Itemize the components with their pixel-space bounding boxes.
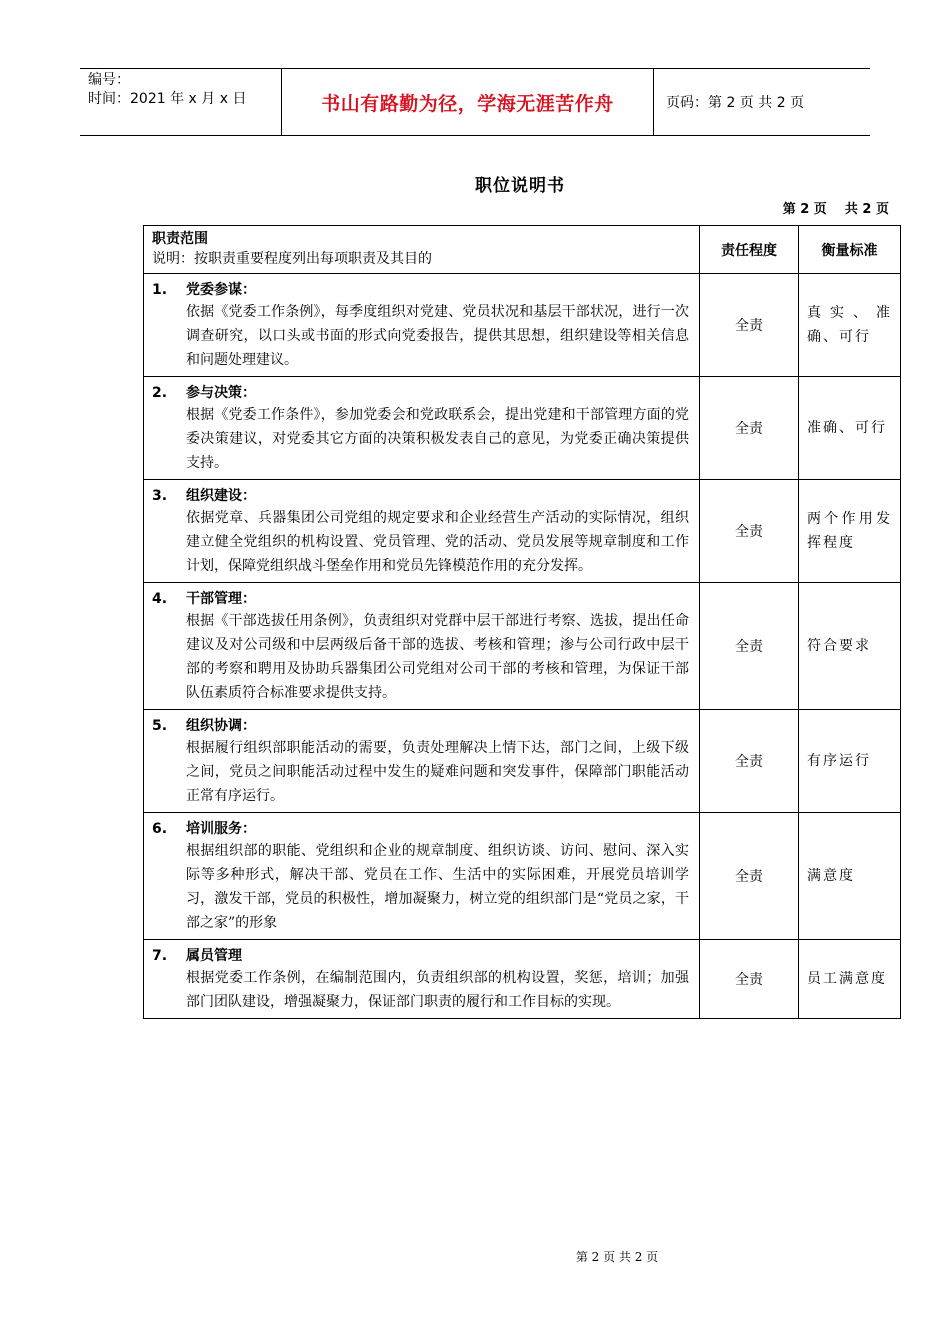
measure-cell: 准确、可行 xyxy=(799,377,901,480)
responsibility-cell: 全责 xyxy=(700,377,799,480)
page-indicator: 第 2 页 共 2 页 xyxy=(782,202,889,217)
duty-heading xyxy=(152,716,689,736)
duty-number: 3. xyxy=(152,488,168,504)
duty-number: 7. xyxy=(152,948,168,964)
duty-description: 根据党委工作条例，在编制范围内，负责组织部的机构设置，奖惩，培训；加强部门团队建设，增强凝聚力，保证部门职责的履行和工作目标的实现。 xyxy=(186,970,689,1010)
duty-description: 根据《党委工作条件》，参加党委会和党政联系会，提出党建和干部管理方面的党委决策建议，对党委其它方面的决策积极发表自己的意见，为党委正确决策提供支持。 xyxy=(186,407,689,471)
duty-cell xyxy=(144,377,700,480)
header-meta xyxy=(80,69,282,135)
page-header xyxy=(80,68,870,136)
table-row xyxy=(144,940,901,1019)
duty-name: 组织建设： xyxy=(186,488,256,504)
duty-name: 参与决策： xyxy=(186,385,256,401)
measure-cell: 员工满意度 xyxy=(799,940,901,1019)
measure-cell: 符合要求 xyxy=(799,583,901,710)
duty-number: 4. xyxy=(152,591,168,607)
measure-cell: 满意度 xyxy=(799,813,901,940)
measure-cell: 真实、准确、可行 xyxy=(799,274,901,377)
measure-header: 衡量标准 xyxy=(799,226,901,274)
table-row xyxy=(144,377,901,480)
document-date-label: 时间：2021 年 x 月 x 日 xyxy=(88,91,247,107)
responsibility-header: 责任程度 xyxy=(700,226,799,274)
duty-number: 1. xyxy=(152,282,168,298)
duty-cell xyxy=(144,274,700,377)
duty-cell xyxy=(144,480,700,583)
table-row xyxy=(144,813,901,940)
duty-heading xyxy=(152,383,689,403)
duty-heading xyxy=(152,280,689,300)
duty-cell xyxy=(144,940,700,1019)
measure-cell: 两个作用发挥程度 xyxy=(799,480,901,583)
duty-cell xyxy=(144,710,700,813)
page-footer: 第 2 页 共 2 页 xyxy=(575,1250,659,1264)
duty-number: 2. xyxy=(152,385,168,401)
duty-name: 属员管理 xyxy=(186,948,242,964)
table-row xyxy=(144,583,901,710)
duties-table xyxy=(143,225,901,1019)
responsibility-cell: 全责 xyxy=(700,583,799,710)
scope-header-title: 职责范围 xyxy=(152,231,208,247)
header-page-label: 页码：第 2 页 共 2 页 xyxy=(666,95,805,111)
duty-heading xyxy=(152,486,689,506)
duty-name: 党委参谋： xyxy=(186,282,256,298)
table-header-row xyxy=(144,226,901,274)
duty-description: 根据组织部的职能、党组织和企业的规章制度、组织访谈、访问、慰问、深入实际等多种形式，解决干部、党员在工作、生活中的实际困难，开展党员培训学习，激发干部，党员的积极性，增加凝聚力，树立党的组织部门是“党员之家，干部之家”的形象 xyxy=(186,843,689,931)
duty-name: 培训服务： xyxy=(186,821,256,837)
duty-heading xyxy=(152,946,689,966)
responsibility-cell: 全责 xyxy=(700,480,799,583)
duty-number: 6. xyxy=(152,821,168,837)
responsibility-cell: 全责 xyxy=(700,940,799,1019)
responsibility-cell: 全责 xyxy=(700,813,799,940)
document-number-label: 编号： xyxy=(88,72,130,88)
measure-cell: 有序运行 xyxy=(799,710,901,813)
responsibility-cell: 全责 xyxy=(700,274,799,377)
header-motto: 书山有路勤为径，学海无涯苦作舟 xyxy=(282,69,654,135)
table-row xyxy=(144,274,901,377)
duty-heading xyxy=(152,589,689,609)
duty-cell xyxy=(144,583,700,710)
duty-heading xyxy=(152,819,689,839)
duty-cell xyxy=(144,813,700,940)
document-title: 职位说明书 xyxy=(475,176,565,196)
duty-name: 干部管理： xyxy=(186,591,256,607)
table-row xyxy=(144,480,901,583)
duty-description: 根据《干部选拔任用条例》，负责组织对党群中层干部进行考察、选拔，提出任命建议及对公司级和中层两级后备干部的选拔、考核和管理；渗与公司行政中层干部的考察和聘用及协助兵器集团公司党组对公司干部的考核和管理，为保证干部队伍素质符合标准要求提供支持。 xyxy=(186,613,689,701)
table-row xyxy=(144,710,901,813)
duty-description: 依据《党委工作条例》，每季度组织对党建、党员状况和基层干部状况，进行一次调查研究，以口头或书面的形式向党委报告，提供其思想，组织建设等相关信息和问题处理建议。 xyxy=(186,304,689,368)
responsibility-cell: 全责 xyxy=(700,710,799,813)
scope-header-cell xyxy=(144,226,700,274)
duty-number: 5. xyxy=(152,718,168,734)
duty-name: 组织协调： xyxy=(186,718,256,734)
scope-header-desc: 说明：按职责重要程度列出每项职责及其目的 xyxy=(152,251,432,267)
duty-description: 根据履行组织部职能活动的需要，负责处理解决上情下达，部门之间，上级下级之间，党员之间职能活动过程中发生的疑难问题和突发事件，保障部门职能活动正常有序运行。 xyxy=(186,740,689,804)
duty-description: 依据党章、兵器集团公司党组的规定要求和企业经营生产活动的实际情况，组织建立健全党组织的机构设置、党员管理、党的活动、党员发展等规章制度和工作计划，保障党组织战斗堡垒作用和党员先锋模范作用的充分发挥。 xyxy=(186,510,689,574)
